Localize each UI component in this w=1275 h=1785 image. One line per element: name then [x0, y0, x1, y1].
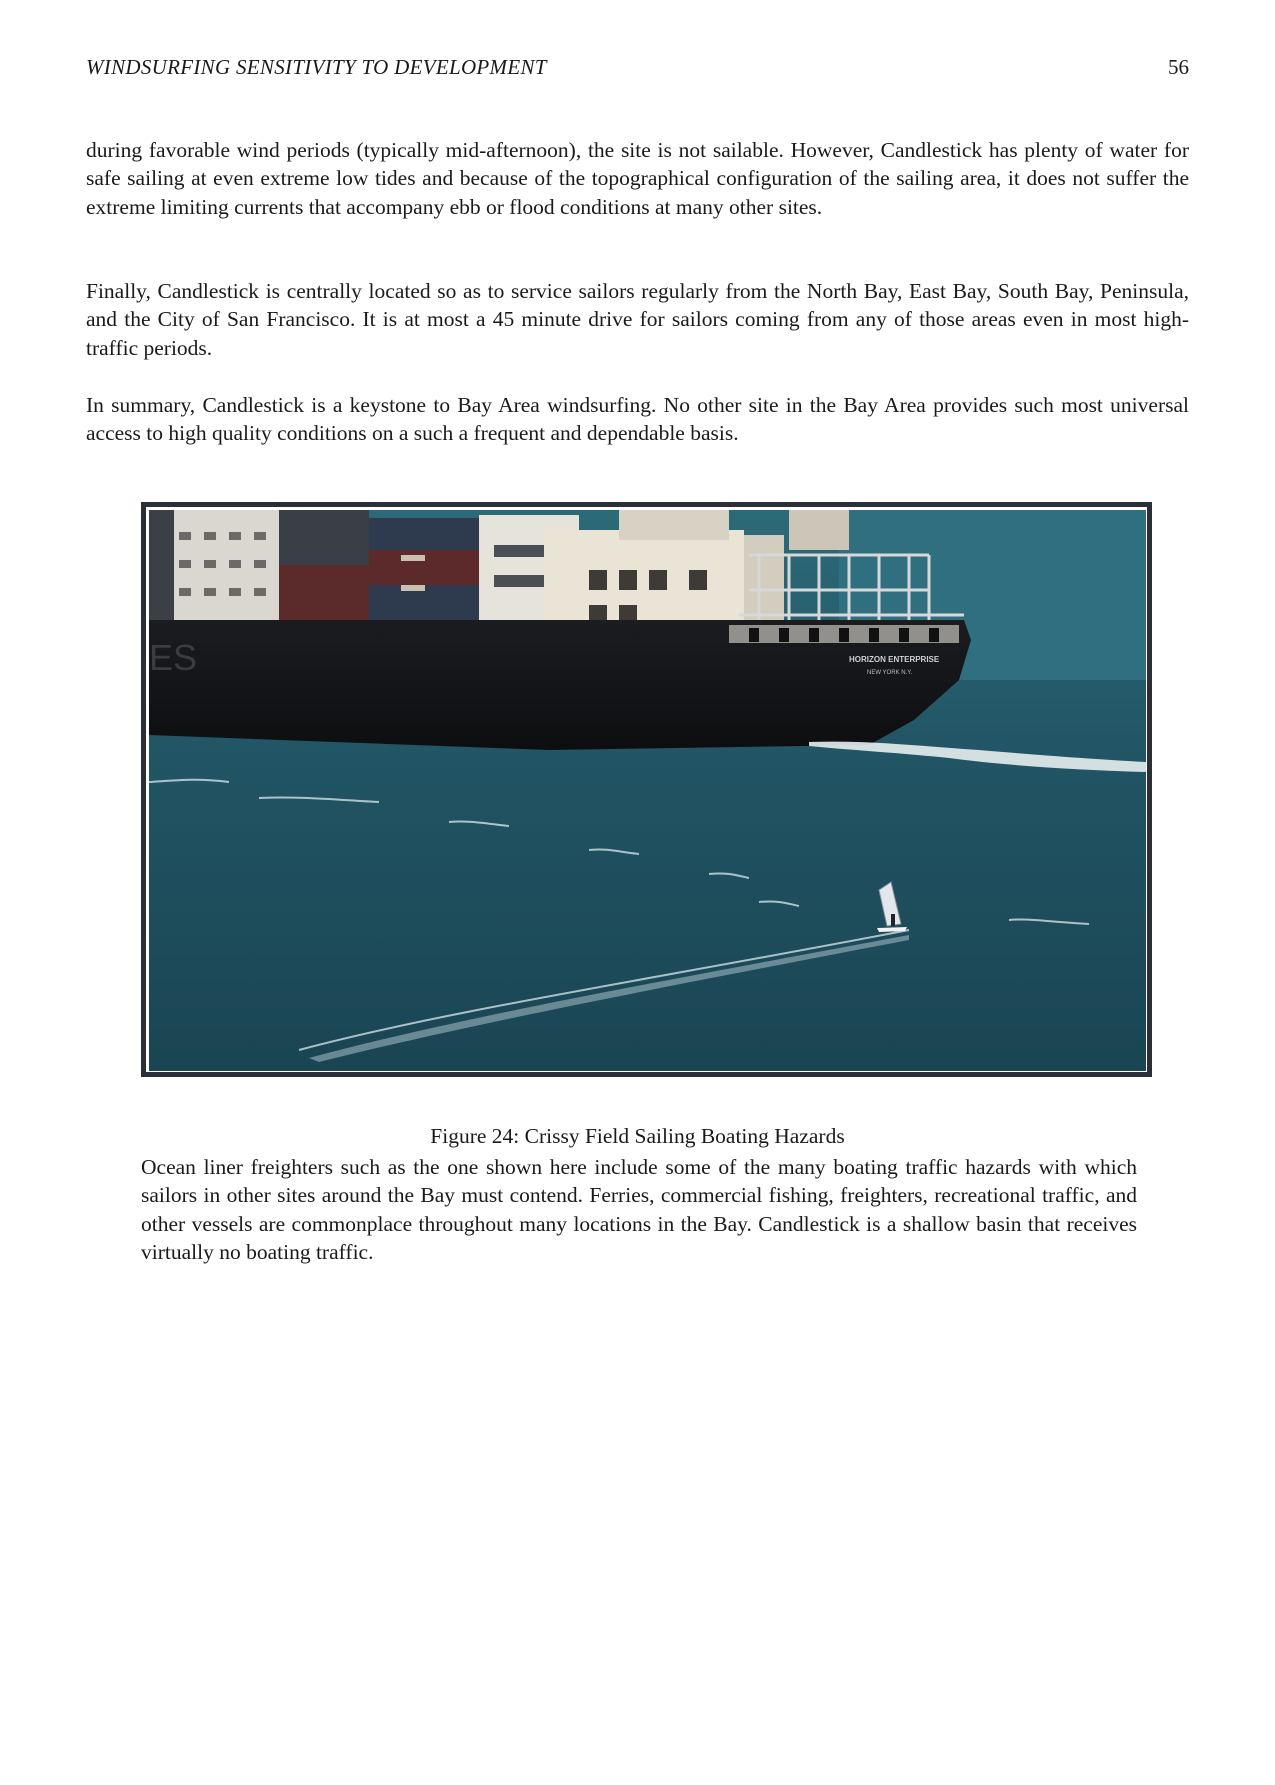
- container-stacks: [149, 510, 479, 620]
- paragraph-3: In summary, Candlestick is a keystone to Bay Area windsurfing. No other site in the Bay Area provides such most universal access to high quality conditions on a such a frequent and dependable basis.: [86, 393, 1189, 446]
- hull-letters: ES: [149, 637, 198, 678]
- page-header: [86, 55, 1189, 87]
- figure-caption: Figure 24: Crissy Field Sailing Boating Hazards: [430, 1124, 845, 1148]
- freighter-windsurfer-photo: [149, 510, 1146, 1071]
- figure-description: Ocean liner freighters such as the one shown here include some of the many boating traffic hazards with which sailors in other sites around the Bay must contend. Ferries, commercial fishing, freighters, recreational traffic, and other vessels are commonplace throughout many locations in the Bay. Candlestick is a shallow basin that receives virtually no boating traffic.: [141, 1155, 1137, 1265]
- paragraph-2: Finally, Candlestick is centrally located so as to service sailors regularly from the North Bay, East Bay, South Bay, Peninsula, and the City of San Francisco. It is at most a 45 minute drive for sailors coming from any of those areas even in most high-traffic periods.: [86, 279, 1189, 360]
- figure-photo-frame: [141, 502, 1152, 1077]
- running-title: WINDSURFING SENSITIVITY TO DEVELOPMENT: [86, 55, 547, 79]
- ship-name-text: HORIZON ENTERPRISE: [849, 655, 940, 664]
- page-number: 56: [1168, 55, 1189, 79]
- ship-port-text: NEW YORK N.Y.: [867, 670, 913, 676]
- paragraph-1: during favorable wind periods (typically mid-afternoon), the site is not sailable. However, Candlestick has plenty of water for safe sailing at even extreme low tides and because of the topographical configuration of the sailing area, it does not suffer the extreme limiting currents that accompany ebb or flood conditions at many other sites.: [86, 138, 1189, 219]
